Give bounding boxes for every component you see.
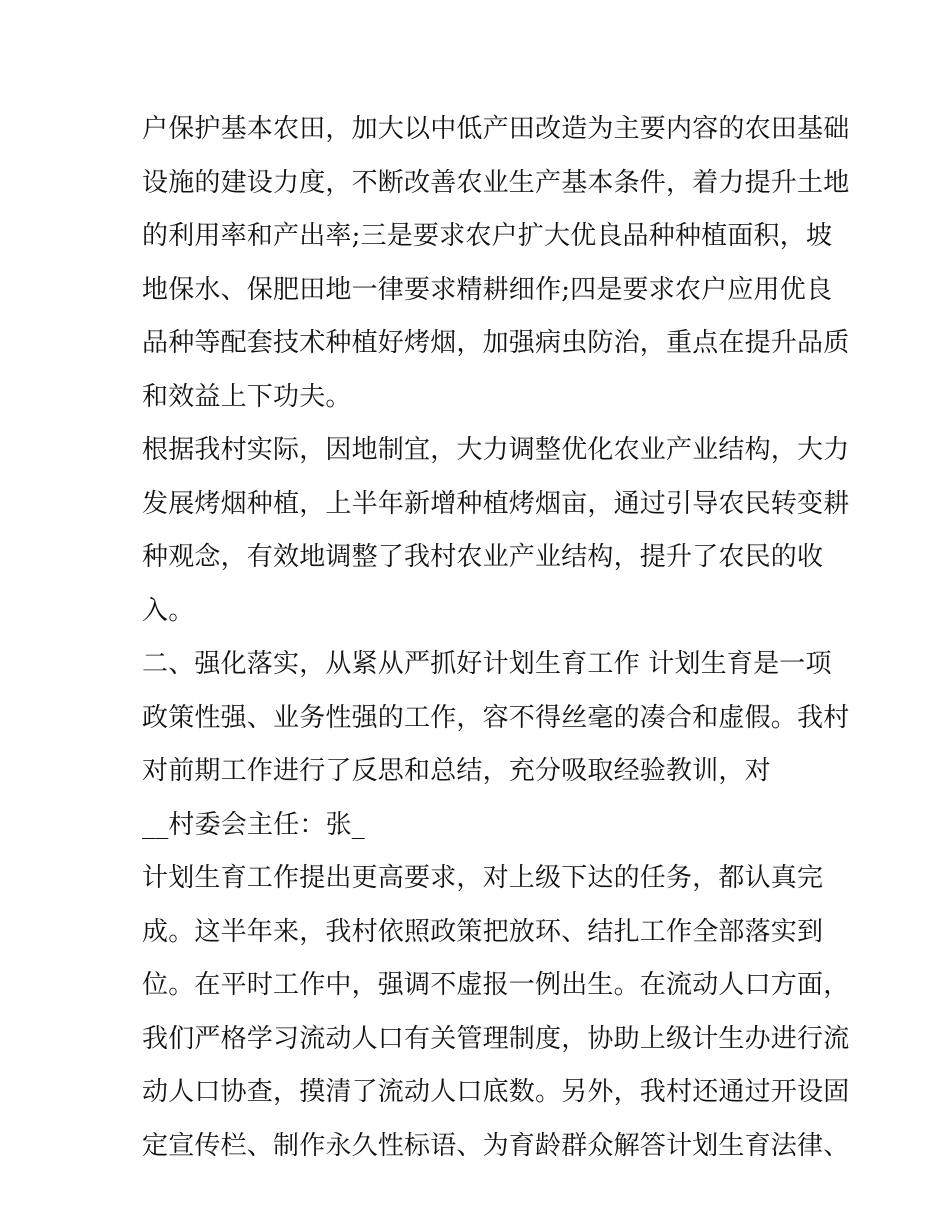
text-line-20: 定宣传栏、制作永久性标语、为育龄群众解答计划生育法律、: [142, 1130, 850, 1161]
text-line-16: 成。这半年来，我村依照政策把放环、结扎工作全部落实到: [142, 916, 824, 947]
text-line-11: 二、强化落实，从紧从严抓好计划生育工作 计划生育是一项: [142, 649, 832, 679]
text-line-2: 设施的建设力度，不断改善农业生产基本条件，着力提升土地: [142, 167, 850, 198]
text-line-4: 地保水、保肥田地一律要求精耕细作;四是要求农户应用优良: [142, 274, 833, 305]
document-body: [142, 103, 850, 1173]
text-line-1: 户保护基本农田，加大以中低产田改造为主要内容的农田基础: [142, 114, 850, 144]
text-line-3: 的利用率和产出率;三是要求农户扩大优良品种种植面积，坡: [142, 221, 833, 251]
text-line-19: 动人口协查，摸清了流动人口底数。另外，我村还通过开设固: [142, 1077, 850, 1107]
text-line-5: 品种等配套技术种植好烤烟，加强病虫防治，重点在提升品质: [142, 328, 850, 358]
text-line-18: 我们严格学习流动人口有关管理制度，协助上级计生办进行流: [142, 1023, 850, 1054]
text-line-12: 政策性强、业务性强的工作，容不得丝毫的凑合和虚假。我村: [142, 702, 850, 733]
text-line-15: 计划生育工作提出更高要求，对上级下达的任务，都认真完: [142, 863, 824, 893]
text-line-7: 根据我村实际，因地制宜，大力调整优化农业产业结构，大力: [142, 435, 850, 465]
text-line-8: 发展烤烟种植，上半年新增种植烤烟亩，通过引导农民转变耕: [142, 488, 850, 519]
text-line-9: 种观念，有效地调整了我村农业产业结构，提升了农民的收: [142, 542, 824, 572]
text-line-6: 和效益上下功夫。: [142, 381, 352, 412]
text-line-13: 对前期工作进行了反思和总结，充分吸取经验教训，对: [142, 756, 771, 786]
text-line-10: 入。: [142, 595, 195, 626]
text-line-14: __村委会主任：张_: [142, 809, 366, 840]
text-line-17: 位。在平时工作中，强调不虚报一例出生。在流动人口方面，: [142, 970, 850, 1000]
